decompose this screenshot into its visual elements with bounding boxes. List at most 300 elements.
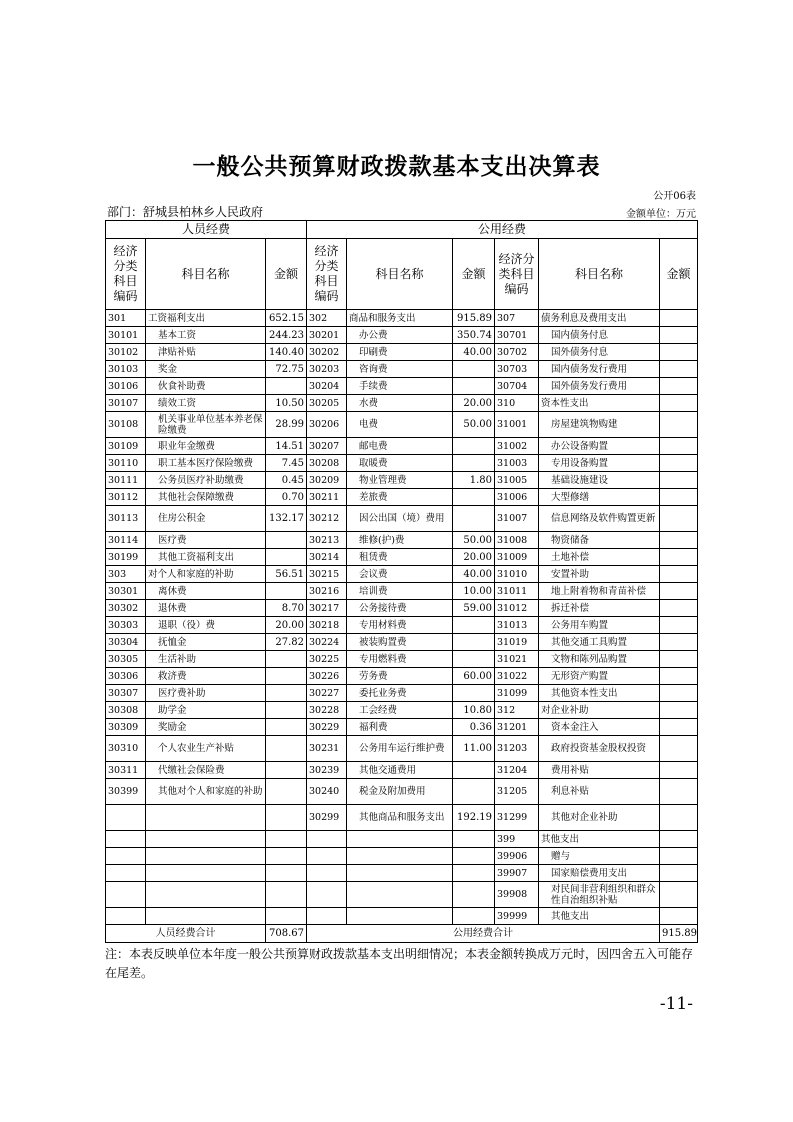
table-row: [106, 532, 698, 549]
amount-cell: [266, 651, 307, 668]
name-cell: 资本金注入: [539, 719, 660, 736]
name-cell: 国家赔偿费用支出: [539, 865, 660, 882]
amount-cell: [266, 702, 307, 719]
code-cell: 30304: [106, 634, 146, 651]
code-cell: 30303: [106, 617, 146, 634]
header-code: 经济分类科目编码: [495, 239, 539, 310]
table-row: [106, 779, 698, 805]
code-cell: 399: [495, 831, 539, 848]
code-cell: 30102: [106, 344, 146, 361]
code-cell: 30207: [307, 438, 347, 455]
name-cell: 机关事业单位基本养老保险缴费: [146, 412, 266, 438]
amount-cell: 7.45: [266, 455, 307, 472]
name-cell: 其他社会保障缴费: [146, 489, 266, 506]
code-cell: 30103: [106, 361, 146, 378]
name-cell: 其他商品和服务支出: [347, 805, 453, 831]
amount-cell: [660, 908, 698, 925]
name-cell: 会议费: [347, 566, 453, 583]
name-cell: 其他支出: [539, 908, 660, 925]
amount-cell: [660, 651, 698, 668]
amount-cell: 59.00: [453, 600, 495, 617]
table-row: [106, 344, 698, 361]
expenditure-table: [105, 220, 698, 943]
name-cell: 电费: [347, 412, 453, 438]
page-number: -11-: [659, 994, 693, 1014]
code-cell: 30110: [106, 455, 146, 472]
code-cell: 30224: [307, 634, 347, 651]
name-cell: 邮电费: [347, 438, 453, 455]
amount-cell: 60.00: [453, 668, 495, 685]
code-cell: 30211: [307, 489, 347, 506]
name-cell: 公务接待费: [347, 600, 453, 617]
amount-cell: [266, 719, 307, 736]
name-cell: 办公设备购置: [539, 438, 660, 455]
amount-cell: [266, 848, 307, 865]
code-cell: 31299: [495, 805, 539, 831]
amount-cell: [660, 685, 698, 702]
name-cell: 无形资产购置: [539, 668, 660, 685]
header-name: 科目名称: [347, 239, 453, 310]
code-cell: 30209: [307, 472, 347, 489]
table-row: [106, 455, 698, 472]
code-cell: 302: [307, 310, 347, 327]
amount-cell: [660, 549, 698, 566]
amount-cell: 28.99: [266, 412, 307, 438]
table-row: [106, 472, 698, 489]
header-amount: 金额: [266, 239, 307, 310]
name-cell: 对民间非营利组织和群众性自治组织补贴: [539, 882, 660, 908]
name-cell: 资本性支出: [539, 395, 660, 412]
code-cell: 30311: [106, 762, 146, 779]
table-row: [106, 549, 698, 566]
code-cell: 31012: [495, 600, 539, 617]
code-cell: 39908: [495, 882, 539, 908]
amount-cell: [660, 455, 698, 472]
code-cell: 31022: [495, 668, 539, 685]
name-cell: 职工基本医疗保险缴费: [146, 455, 266, 472]
code-cell: 31001: [495, 412, 539, 438]
table-row: [106, 651, 698, 668]
amount-cell: 10.50: [266, 395, 307, 412]
personnel-total-label: 人员经费合计: [106, 925, 266, 943]
amount-cell: 652.15: [266, 310, 307, 327]
code-cell: [307, 865, 347, 882]
name-cell: 其他交通工具购置: [539, 634, 660, 651]
name-cell: [347, 865, 453, 882]
header-amount: 金额: [453, 239, 495, 310]
code-cell: 31204: [495, 762, 539, 779]
name-cell: 被装购置费: [347, 634, 453, 651]
amount-cell: 50.00: [453, 412, 495, 438]
personnel-total-value: 708.67: [266, 925, 307, 943]
code-cell: 30231: [307, 736, 347, 762]
name-cell: 其他交通费用: [347, 762, 453, 779]
amount-cell: [453, 865, 495, 882]
code-cell: 30703: [495, 361, 539, 378]
code-cell: [106, 831, 146, 848]
name-cell: 公务用车购置: [539, 617, 660, 634]
amount-cell: [453, 831, 495, 848]
code-cell: [106, 882, 146, 908]
code-cell: 39907: [495, 865, 539, 882]
table-row: [106, 668, 698, 685]
code-cell: 30212: [307, 506, 347, 532]
name-cell: 其他资本性支出: [539, 685, 660, 702]
name-cell: 房屋建筑物购建: [539, 412, 660, 438]
table-row: [106, 412, 698, 438]
code-cell: 30225: [307, 651, 347, 668]
name-cell: [347, 848, 453, 865]
name-cell: 工资福利支出: [146, 310, 266, 327]
code-cell: 30301: [106, 583, 146, 600]
code-cell: 30202: [307, 344, 347, 361]
code-cell: 30308: [106, 702, 146, 719]
header-personnel: 人员经费: [106, 221, 307, 239]
code-cell: 30101: [106, 327, 146, 344]
amount-cell: 244.23: [266, 327, 307, 344]
name-cell: 退职（役）费: [146, 617, 266, 634]
amount-cell: 1.80: [453, 472, 495, 489]
amount-cell: [660, 617, 698, 634]
amount-cell: [660, 736, 698, 762]
name-cell: 其他对企业补助: [539, 805, 660, 831]
code-cell: [106, 908, 146, 925]
amount-cell: [660, 438, 698, 455]
amount-cell: [266, 532, 307, 549]
name-cell: 抚恤金: [146, 634, 266, 651]
code-cell: 31002: [495, 438, 539, 455]
amount-cell: [660, 719, 698, 736]
code-cell: 30218: [307, 617, 347, 634]
table-row: [106, 489, 698, 506]
code-cell: [106, 805, 146, 831]
name-cell: [146, 865, 266, 882]
table-row: [106, 310, 698, 327]
name-cell: 其他工资福利支出: [146, 549, 266, 566]
code-cell: 30240: [307, 779, 347, 805]
table-row: [106, 719, 698, 736]
amount-cell: [660, 702, 698, 719]
amount-cell: [660, 327, 698, 344]
table-row: [106, 848, 698, 865]
table-row: [106, 327, 698, 344]
footnote: 注：本表反映单位本年度一般公共预算财政拨款基本支出明细情况；本表金额转换成万元时，因四舍五入可能存在尾差。: [105, 947, 694, 980]
amount-cell: [453, 908, 495, 925]
code-cell: 30204: [307, 378, 347, 395]
name-cell: 因公出国（境）费用: [347, 506, 453, 532]
code-cell: 30203: [307, 361, 347, 378]
code-cell: 30229: [307, 719, 347, 736]
table-row: [106, 908, 698, 925]
amount-cell: 8.70: [266, 600, 307, 617]
code-cell: 30305: [106, 651, 146, 668]
table-row: [106, 506, 698, 532]
amount-cell: [660, 310, 698, 327]
amount-cell: 50.00: [453, 532, 495, 549]
code-cell: 30306: [106, 668, 146, 685]
name-cell: 职业年金缴费: [146, 438, 266, 455]
code-cell: 30307: [106, 685, 146, 702]
name-cell: 医疗费补助: [146, 685, 266, 702]
code-cell: 30199: [106, 549, 146, 566]
name-cell: [146, 848, 266, 865]
unit-label: 金额单位：万元: [626, 209, 696, 220]
name-cell: 基础设施建设: [539, 472, 660, 489]
amount-cell: [453, 361, 495, 378]
amount-cell: [660, 532, 698, 549]
name-cell: [347, 908, 453, 925]
form-code: 公开06表: [653, 191, 696, 202]
amount-cell: [660, 395, 698, 412]
amount-cell: [453, 455, 495, 472]
amount-cell: 0.45: [266, 472, 307, 489]
amount-cell: [660, 361, 698, 378]
code-cell: 30228: [307, 702, 347, 719]
amount-cell: [660, 865, 698, 882]
code-cell: 31013: [495, 617, 539, 634]
amount-cell: 40.00: [453, 344, 495, 361]
table-row: [106, 634, 698, 651]
page-title: 一般公共预算财政拨款基本支出决算表: [192, 153, 601, 180]
name-cell: 地上附着物和青苗补偿: [539, 583, 660, 600]
code-cell: 31011: [495, 583, 539, 600]
table-row: [106, 583, 698, 600]
table-row: [106, 831, 698, 848]
amount-cell: [660, 506, 698, 532]
code-cell: 30309: [106, 719, 146, 736]
amount-cell: [660, 848, 698, 865]
amount-cell: 0.36: [453, 719, 495, 736]
amount-cell: [453, 882, 495, 908]
public-total-label: 公用经费合计: [307, 925, 660, 943]
table-row: [106, 395, 698, 412]
amount-cell: [453, 848, 495, 865]
amount-cell: 40.00: [453, 566, 495, 583]
amount-cell: 56.51: [266, 566, 307, 583]
name-cell: 劳务费: [347, 668, 453, 685]
header-code: 经济分类科目编码: [307, 239, 347, 310]
amount-cell: 140.40: [266, 344, 307, 361]
code-cell: 30299: [307, 805, 347, 831]
code-cell: 30704: [495, 378, 539, 395]
code-cell: 30208: [307, 455, 347, 472]
name-cell: 政府投资基金股权投资: [539, 736, 660, 762]
name-cell: 国外债务付息: [539, 344, 660, 361]
name-cell: 咨询费: [347, 361, 453, 378]
name-cell: [347, 831, 453, 848]
code-cell: [307, 908, 347, 925]
code-cell: 30227: [307, 685, 347, 702]
header-public: 公用经费: [307, 221, 698, 239]
code-cell: 30206: [307, 412, 347, 438]
amount-cell: [266, 805, 307, 831]
name-cell: 债务利息及费用支出: [539, 310, 660, 327]
code-cell: 31005: [495, 472, 539, 489]
table-row: [106, 361, 698, 378]
name-cell: 国内债务发行费用: [539, 361, 660, 378]
name-cell: 奖励金: [146, 719, 266, 736]
code-cell: 31007: [495, 506, 539, 532]
code-cell: 30106: [106, 378, 146, 395]
amount-cell: [660, 378, 698, 395]
name-cell: 退休费: [146, 600, 266, 617]
amount-cell: [660, 668, 698, 685]
name-cell: 专用材料费: [347, 617, 453, 634]
code-cell: 31010: [495, 566, 539, 583]
amount-cell: 20.00: [453, 395, 495, 412]
name-cell: 公务员医疗补助缴费: [146, 472, 266, 489]
name-cell: 国外债务发行费用: [539, 378, 660, 395]
amount-cell: [660, 634, 698, 651]
name-cell: 安置补助: [539, 566, 660, 583]
header-code: 经济分类科目编码: [106, 239, 146, 310]
code-cell: 30113: [106, 506, 146, 532]
table-row: [106, 865, 698, 882]
code-cell: 39906: [495, 848, 539, 865]
name-cell: 委托业务费: [347, 685, 453, 702]
code-cell: 30239: [307, 762, 347, 779]
code-cell: [106, 865, 146, 882]
code-cell: 301: [106, 310, 146, 327]
code-cell: 39999: [495, 908, 539, 925]
name-cell: 离休费: [146, 583, 266, 600]
name-cell: 租赁费: [347, 549, 453, 566]
amount-cell: 350.74: [453, 327, 495, 344]
name-cell: 税金及附加费用: [347, 779, 453, 805]
code-cell: 307: [495, 310, 539, 327]
table-row: [106, 438, 698, 455]
code-cell: 31205: [495, 779, 539, 805]
name-cell: 代缴社会保险费: [146, 762, 266, 779]
name-cell: 信息网络及软件购置更新: [539, 506, 660, 532]
amount-cell: [453, 438, 495, 455]
amount-cell: 10.00: [453, 583, 495, 600]
code-cell: 31008: [495, 532, 539, 549]
name-cell: 水费: [347, 395, 453, 412]
code-cell: 30109: [106, 438, 146, 455]
code-cell: 30216: [307, 583, 347, 600]
amount-cell: [266, 736, 307, 762]
name-cell: 专用燃料费: [347, 651, 453, 668]
table-row: [106, 617, 698, 634]
name-cell: 培训费: [347, 583, 453, 600]
name-cell: 费用补贴: [539, 762, 660, 779]
code-cell: 30214: [307, 549, 347, 566]
name-cell: 公务用车运行维护费: [347, 736, 453, 762]
header-name: 科目名称: [146, 239, 266, 310]
table-row: [106, 566, 698, 583]
amount-cell: [453, 489, 495, 506]
name-cell: 对企业补助: [539, 702, 660, 719]
name-cell: 对个人和家庭的补助: [146, 566, 266, 583]
code-cell: 31009: [495, 549, 539, 566]
amount-cell: [266, 583, 307, 600]
name-cell: 救济费: [146, 668, 266, 685]
name-cell: [146, 908, 266, 925]
name-cell: 奖金: [146, 361, 266, 378]
code-cell: 303: [106, 566, 146, 583]
code-cell: 31203: [495, 736, 539, 762]
name-cell: 维修(护)费: [347, 532, 453, 549]
name-cell: [146, 882, 266, 908]
amount-cell: [453, 762, 495, 779]
amount-cell: [453, 378, 495, 395]
public-total-value: 915.89: [660, 925, 698, 943]
name-cell: 福利费: [347, 719, 453, 736]
amount-cell: 27.82: [266, 634, 307, 651]
amount-cell: [660, 566, 698, 583]
amount-cell: 0.70: [266, 489, 307, 506]
table-row: [106, 736, 698, 762]
name-cell: 其他对个人和家庭的补助: [146, 779, 266, 805]
amount-cell: [453, 617, 495, 634]
amount-cell: 20.00: [453, 549, 495, 566]
amount-cell: [660, 344, 698, 361]
amount-cell: 132.17: [266, 506, 307, 532]
table-row: [106, 762, 698, 779]
header-name: 科目名称: [539, 239, 660, 310]
amount-cell: [660, 831, 698, 848]
amount-cell: 10.80: [453, 702, 495, 719]
code-cell: 30201: [307, 327, 347, 344]
code-cell: 31021: [495, 651, 539, 668]
name-cell: 绩效工资: [146, 395, 266, 412]
name-cell: 拆迁补偿: [539, 600, 660, 617]
code-cell: 30215: [307, 566, 347, 583]
table-row: [106, 805, 698, 831]
code-cell: 30302: [106, 600, 146, 617]
table-row: [106, 685, 698, 702]
code-cell: 30112: [106, 489, 146, 506]
name-cell: 利息补贴: [539, 779, 660, 805]
amount-cell: 915.89: [453, 310, 495, 327]
code-cell: 31201: [495, 719, 539, 736]
name-cell: 差旅费: [347, 489, 453, 506]
amount-cell: [266, 685, 307, 702]
amount-cell: [266, 908, 307, 925]
name-cell: 生活补助: [146, 651, 266, 668]
amount-cell: [266, 549, 307, 566]
amount-cell: [266, 762, 307, 779]
name-cell: 大型修缮: [539, 489, 660, 506]
amount-cell: [660, 489, 698, 506]
amount-cell: [660, 412, 698, 438]
name-cell: 医疗费: [146, 532, 266, 549]
code-cell: 30213: [307, 532, 347, 549]
code-cell: 31099: [495, 685, 539, 702]
table-row: [106, 600, 698, 617]
code-cell: 30114: [106, 532, 146, 549]
code-cell: 31019: [495, 634, 539, 651]
code-cell: 31003: [495, 455, 539, 472]
amount-cell: [660, 805, 698, 831]
name-cell: 物资储备: [539, 532, 660, 549]
code-cell: 30111: [106, 472, 146, 489]
code-cell: 30217: [307, 600, 347, 617]
name-cell: 取暖费: [347, 455, 453, 472]
name-cell: [146, 831, 266, 848]
name-cell: 手续费: [347, 378, 453, 395]
name-cell: 个人农业生产补贴: [146, 736, 266, 762]
name-cell: 赠与: [539, 848, 660, 865]
code-cell: 30108: [106, 412, 146, 438]
name-cell: 办公费: [347, 327, 453, 344]
name-cell: 其他支出: [539, 831, 660, 848]
amount-cell: [660, 882, 698, 908]
amount-cell: [660, 762, 698, 779]
amount-cell: [266, 378, 307, 395]
code-cell: 310: [495, 395, 539, 412]
